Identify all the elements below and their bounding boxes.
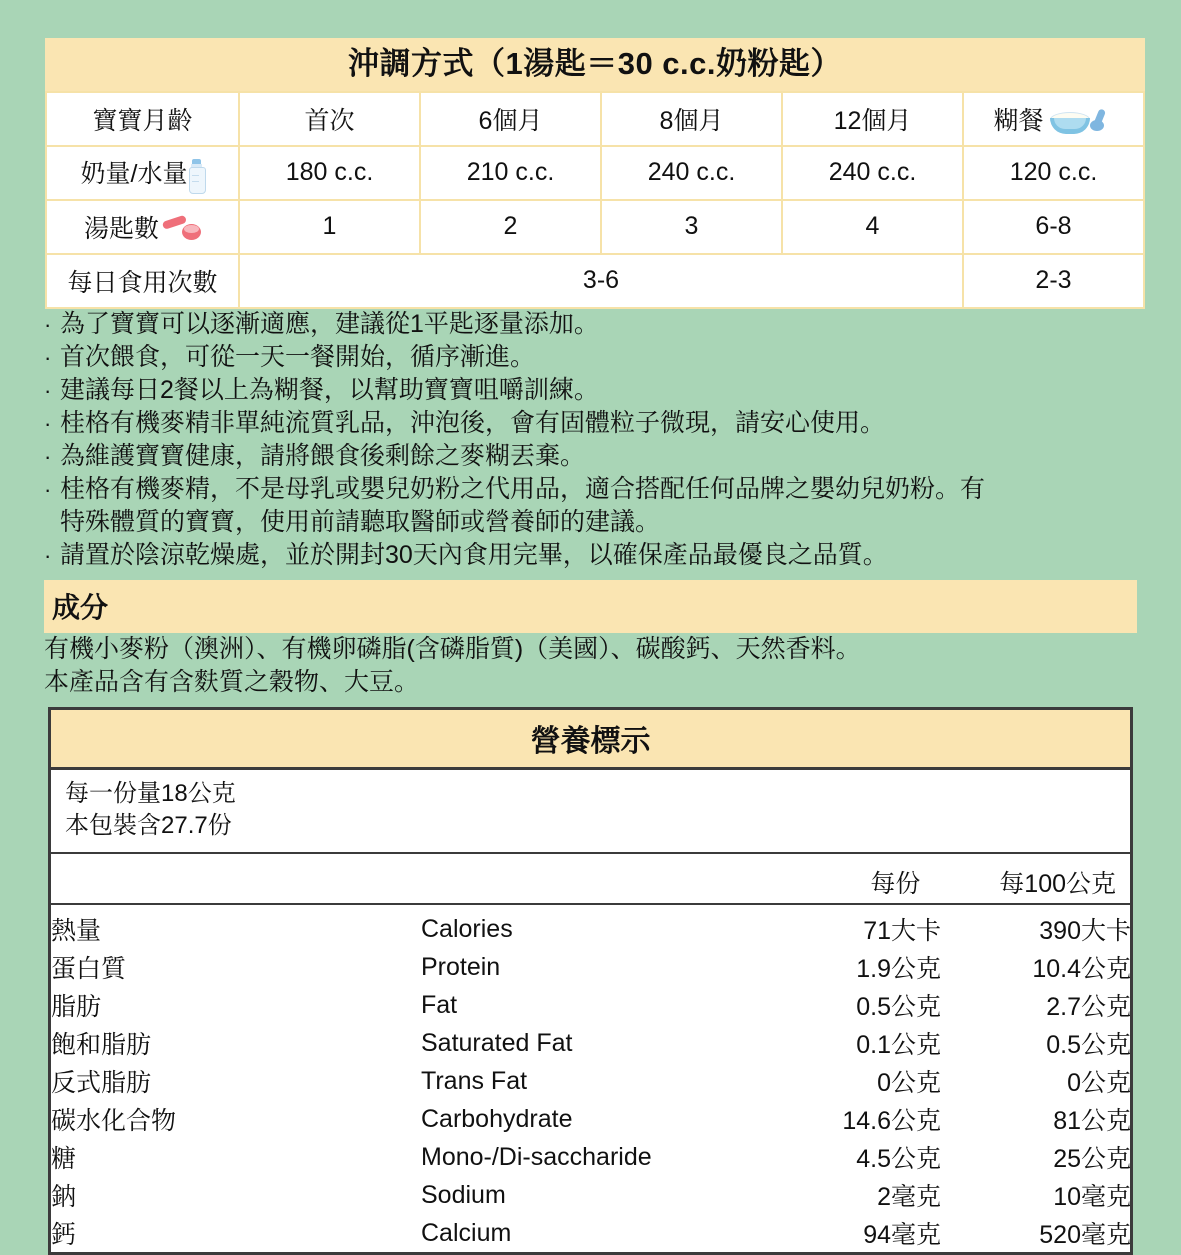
ingredients-body	[44, 633, 1154, 699]
table-row-daily-frequency	[46, 254, 1144, 308]
table-row	[51, 948, 1131, 986]
col-header-age: 寶寶月齡	[46, 92, 239, 146]
cell-scoops-12m: 4	[782, 200, 963, 254]
value-per-100g: 520毫克	[1039, 1221, 1131, 1249]
bullet-dot-icon: ·	[44, 312, 52, 337]
nutrient-name-zh: 糖	[51, 1145, 77, 1173]
table-row	[51, 1138, 1131, 1176]
table-row	[51, 1214, 1131, 1252]
value-per-100g: 10.4公克	[1032, 955, 1131, 983]
bullet-dot-icon: ·	[44, 411, 52, 436]
list-item	[44, 407, 1154, 440]
value-per-serving: 4.5公克	[856, 1145, 941, 1173]
bullet-spacer	[44, 506, 60, 539]
ingredients-line-1: 有機小麥粉（澳洲）、有機卵磷脂(含磷脂質)（美國）、碳酸鈣、天然香料。	[44, 635, 861, 663]
row-label-scoops	[46, 200, 239, 254]
bullet-dot-icon: ·	[44, 477, 52, 502]
cell-scoops-6m: 2	[420, 200, 601, 254]
value-per-100g: 0.5公克	[1046, 1031, 1131, 1059]
nutrient-name-en: Protein	[421, 952, 501, 981]
table-row-scoops	[46, 200, 1144, 254]
nutrient-name-en: Mono-/Di-saccharide	[421, 1142, 652, 1171]
list-item-continuation	[44, 506, 1154, 539]
cell-milk-puree: 120 c.c.	[963, 146, 1144, 200]
note-text: 桂格有機麥精，不是母乳或嬰兒奶粉之代用品，適合搭配任何品牌之嬰幼兒奶粉。有	[60, 475, 986, 503]
cell-scoops-puree: 6-8	[963, 200, 1144, 254]
value-per-serving: 1.9公克	[856, 955, 941, 983]
nutrition-header-per-serving: 每份	[870, 870, 921, 898]
value-per-100g: 10毫克	[1053, 1183, 1131, 1211]
row-label-daily-frequency: 每日食用次數	[46, 254, 239, 308]
table-row	[51, 1176, 1131, 1214]
nutrient-name-en: Sodium	[421, 1180, 506, 1209]
nutrient-name-zh: 飽和脂肪	[51, 1031, 152, 1059]
nutrition-serving-info	[51, 770, 1130, 854]
row-label-scoops-text: 湯匙數	[83, 214, 159, 243]
table-row	[51, 910, 1131, 948]
value-per-serving: 71大卡	[863, 917, 941, 945]
table-row-header	[46, 92, 1144, 146]
list-item	[44, 308, 1154, 341]
nutrient-name-zh: 蛋白質	[51, 955, 127, 983]
value-per-serving: 0公克	[877, 1069, 941, 1097]
nutrient-name-zh: 鈣	[51, 1221, 77, 1249]
nutrient-name-zh: 反式脂肪	[51, 1069, 152, 1097]
cell-scoops-first: 1	[239, 200, 420, 254]
nutrient-name-en: Saturated Fat	[421, 1028, 573, 1057]
bullet-dot-icon: ·	[44, 543, 52, 568]
ingredients-heading: 成分	[44, 580, 1137, 633]
note-text: 為了寶寶可以逐漸適應，建議從1平匙逐量添加。	[60, 310, 599, 338]
list-item	[44, 374, 1154, 407]
bullet-dot-icon: ·	[44, 444, 52, 469]
value-per-serving: 0.5公克	[856, 993, 941, 1021]
value-per-serving: 2毫克	[877, 1183, 941, 1211]
col-header-puree	[963, 92, 1144, 146]
nutrient-name-zh: 碳水化合物	[51, 1107, 177, 1135]
table-row	[51, 1100, 1131, 1138]
note-text: 桂格有機麥精非單純流質乳品，沖泡後，會有固體粒子微現，請安心使用。	[60, 409, 886, 437]
nutrient-name-en: Calories	[421, 914, 513, 943]
value-per-100g: 2.7公克	[1046, 993, 1131, 1021]
note-text: 為維護寶寶健康，請將餵食後剩餘之麥糊丟棄。	[60, 442, 586, 470]
cell-daily-frequency-merged: 3-6	[239, 254, 963, 308]
value-per-serving: 0.1公克	[856, 1031, 941, 1059]
value-per-serving: 94毫克	[863, 1221, 941, 1249]
table-row-milk-water	[46, 146, 1144, 200]
baby-bottle-icon	[189, 159, 204, 192]
cell-milk-12m: 240 c.c.	[782, 146, 963, 200]
cell-daily-frequency-puree: 2-3	[963, 254, 1144, 308]
nutrient-name-en: Fat	[421, 990, 458, 1019]
measuring-scoop-icon	[163, 218, 201, 242]
table-row	[51, 1024, 1131, 1062]
col-header-puree-label: 糊餐	[993, 106, 1044, 135]
nutrient-name-en: Carbohydrate	[421, 1104, 573, 1133]
note-text: 請置於陰涼乾燥處，並於開封30天內食用完畢，以確保產品最優良之品質。	[60, 541, 888, 569]
nutrition-column-headers	[51, 854, 1130, 905]
list-item	[44, 440, 1154, 473]
cell-milk-first: 180 c.c.	[239, 146, 420, 200]
nutrition-facts-panel	[48, 707, 1133, 1255]
col-header-12m: 12個月	[782, 92, 963, 146]
table-row	[51, 1062, 1131, 1100]
bullet-dot-icon: ·	[44, 378, 52, 403]
cell-milk-8m: 240 c.c.	[601, 146, 782, 200]
table-row	[51, 986, 1131, 1024]
nutrient-name-zh: 熱量	[51, 917, 102, 945]
mixing-title: 沖調方式（1湯匙＝30 c.c.奶粉匙）	[45, 38, 1145, 91]
nutrient-name-en: Trans Fat	[421, 1066, 528, 1095]
cell-scoops-8m: 3	[601, 200, 782, 254]
row-label-milk-water-text: 奶量/水量	[80, 159, 188, 188]
list-item	[44, 473, 1154, 506]
value-per-serving: 14.6公克	[842, 1107, 941, 1135]
nutrition-rows	[51, 905, 1130, 1252]
nutrient-name-zh: 鈉	[51, 1183, 77, 1211]
nutrient-name-en: Calcium	[421, 1218, 512, 1247]
nutrition-title: 營養標示	[51, 710, 1130, 770]
col-header-8m: 8個月	[601, 92, 782, 146]
porridge-bowl-spoon-icon	[1050, 108, 1114, 136]
col-header-first: 首次	[239, 92, 420, 146]
usage-notes-list	[44, 308, 1154, 572]
note-text: 建議每日2餐以上為糊餐，以幫助寶寶咀嚼訓練。	[60, 376, 599, 404]
value-per-100g: 390大卡	[1039, 917, 1131, 945]
mixing-table	[45, 91, 1145, 309]
servings-per-container: 本包裝含27.7份	[65, 812, 232, 839]
mixing-instructions-section	[45, 38, 1145, 309]
ingredients-line-2: 本產品含有含麩質之穀物、大豆。	[44, 668, 420, 696]
cell-milk-6m: 210 c.c.	[420, 146, 601, 200]
nutrition-table	[51, 910, 1131, 1252]
value-per-100g: 0公克	[1067, 1069, 1131, 1097]
note-text: 首次餵食，可從一天一餐開始，循序漸進。	[60, 343, 536, 371]
value-per-100g: 81公克	[1053, 1107, 1131, 1135]
bullet-dot-icon: ·	[44, 345, 52, 370]
col-header-6m: 6個月	[420, 92, 601, 146]
list-item	[44, 341, 1154, 374]
list-item	[44, 539, 1154, 572]
serving-size: 每一份量18公克	[65, 780, 236, 807]
note-text-continuation: 特殊體質的寶寶，使用前請聽取醫師或營養師的建議。	[60, 508, 661, 536]
nutrient-name-zh: 脂肪	[51, 993, 102, 1021]
nutrition-header-per-100g: 每100公克	[999, 870, 1117, 898]
value-per-100g: 25公克	[1053, 1145, 1131, 1173]
row-label-milk-water	[46, 146, 239, 200]
